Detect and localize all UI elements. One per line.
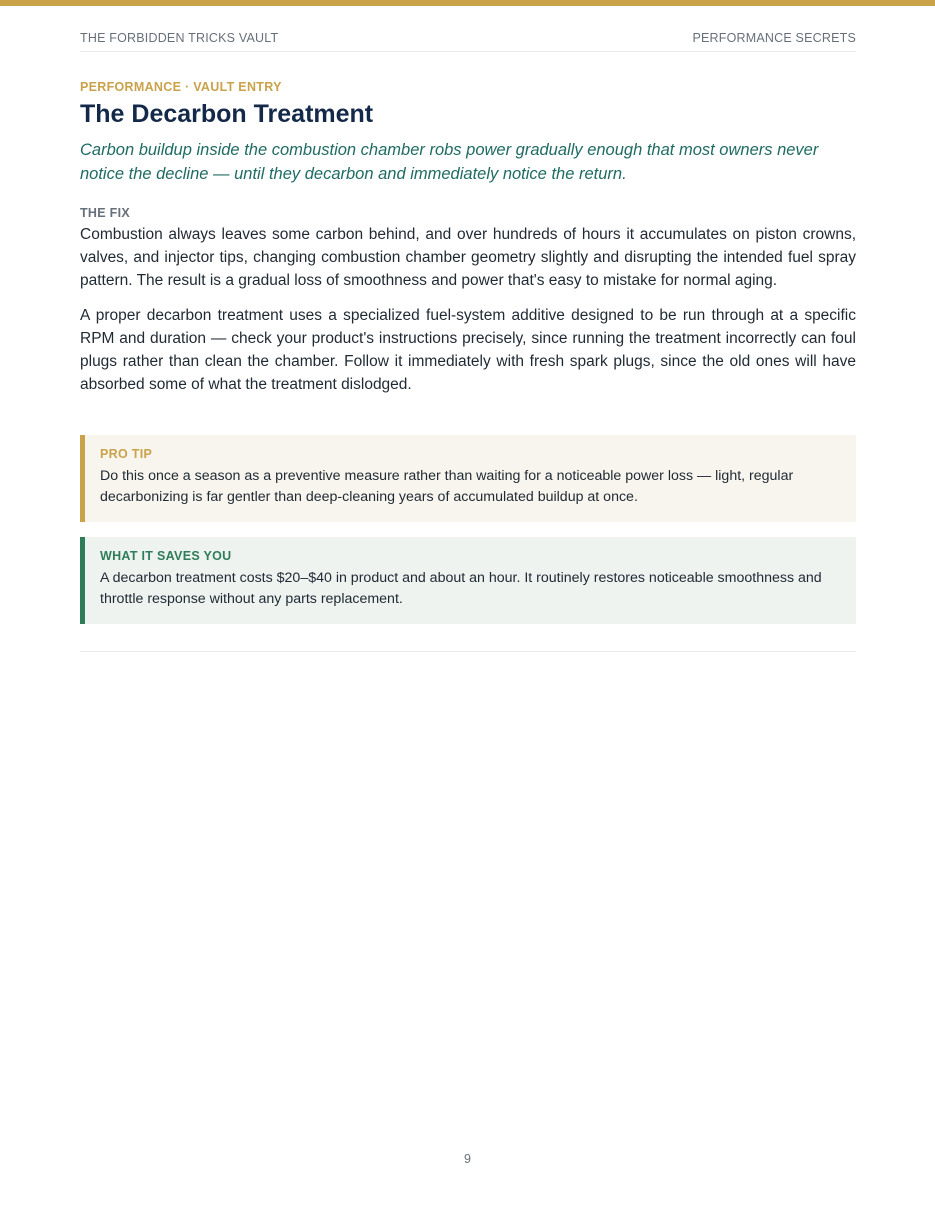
top-accent-bar xyxy=(0,0,935,6)
article-eyebrow: PERFORMANCE · VAULT ENTRY xyxy=(80,80,282,94)
body-paragraph: A proper decarbon treatment uses a specialized fuel-system additive designed to be run through at a specific RPM and duration — check your product's instructions precisely, since running the treatment incorrectly can foul plugs rather than clean the chamber. Follow it immediately with fresh spark plugs, since the old ones will have absorbed some of what the treatment dislodged. xyxy=(80,306,856,394)
article xyxy=(80,80,856,396)
running-header xyxy=(80,31,856,45)
header-divider xyxy=(80,51,856,52)
savings-text: A decarbon treatment costs $20–$40 in product and about an hour. It routinely restores noticeable smoothness and throttle response without any parts replacement. xyxy=(100,570,822,607)
article-title: The Decarbon Treatment xyxy=(80,100,374,128)
header-section-title: PERFORMANCE SECRETS xyxy=(692,31,856,45)
savings-callout xyxy=(80,537,856,624)
article-lede: Carbon buildup inside the combustion chamber robs power gradually enough that most owners never notice the decline — until they decarbon and immediately notice the return. xyxy=(80,141,819,183)
header-book-title: THE FORBIDDEN TRICKS VAULT xyxy=(80,31,279,45)
pro-tip-callout xyxy=(80,435,856,522)
pro-tip-text: Do this once a season as a preventive measure rather than waiting for a noticeable power loss — light, regular decarbonizing is far gentler than deep-cleaning years of accumulated buildup at once. xyxy=(100,468,794,505)
pro-tip-label: PRO TIP xyxy=(100,447,153,461)
savings-label: WHAT IT SAVES YOU xyxy=(100,549,232,563)
section-label-the-fix: THE FIX xyxy=(80,206,131,220)
body-paragraph: Combustion always leaves some carbon behind, and over hundreds of hours it accumulates on piston crowns, valves, and injector tips, changing combustion chamber geometry slightly and disrupting the intended fuel spray pattern. The result is a gradual loss of smoothness and power that's easy to mistake for normal aging. xyxy=(80,226,856,290)
article-end-divider xyxy=(80,651,856,652)
page-number: 9 xyxy=(464,1152,471,1166)
